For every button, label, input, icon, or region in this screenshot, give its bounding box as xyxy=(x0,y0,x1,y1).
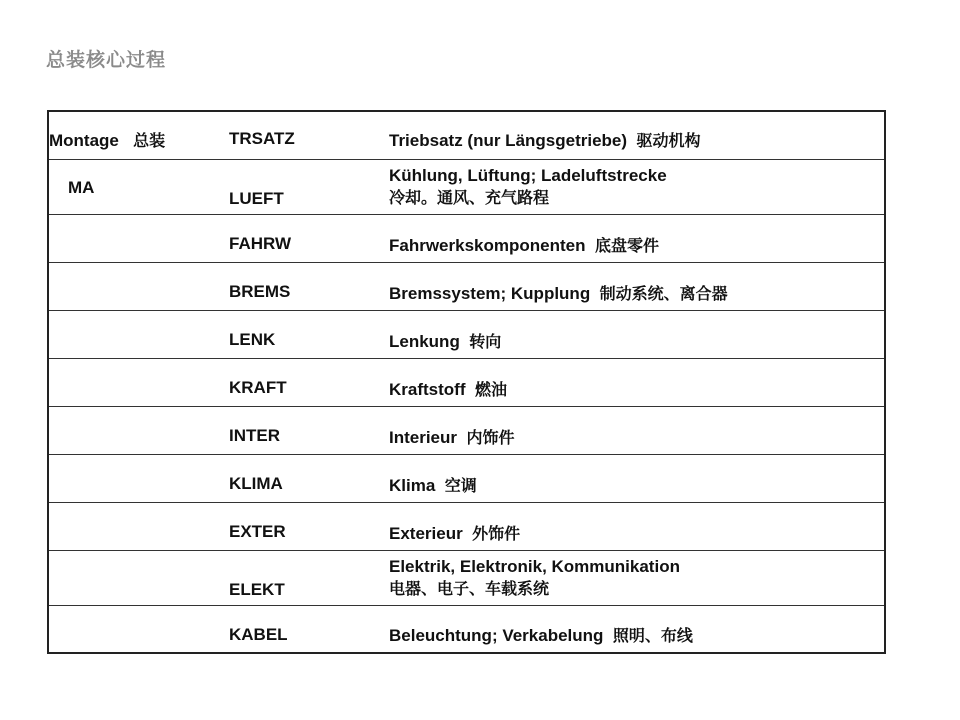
description-cn: 驱动机构 xyxy=(636,130,701,150)
description-de: Kraftstoff xyxy=(389,379,466,399)
table-row xyxy=(48,159,885,214)
table-row xyxy=(48,406,885,454)
description-de: Fahrwerkskomponenten xyxy=(389,235,586,255)
description-cell xyxy=(389,358,885,406)
category-cell xyxy=(48,406,229,454)
description-cell xyxy=(389,214,885,262)
table-row xyxy=(48,111,885,159)
table-row xyxy=(48,262,885,310)
description-cn: 空调 xyxy=(444,475,477,495)
code-cell: LUEFT xyxy=(229,159,389,214)
description-cell xyxy=(389,159,885,214)
description-cell xyxy=(389,454,885,502)
description-de: Lenkung xyxy=(389,331,460,351)
category-cell xyxy=(48,550,229,605)
description-de: Triebsatz (nur Längsgetriebe) xyxy=(389,130,628,150)
description-de: Klima xyxy=(389,475,436,495)
category-cell xyxy=(48,358,229,406)
description-cn: 电器、电子、车载系统 xyxy=(389,578,550,598)
category-label-cn: 总装 xyxy=(133,130,166,150)
category-cell xyxy=(48,111,229,159)
description-de: Elektrik, Elektronik, Kommunikation xyxy=(389,556,680,576)
description-cn: 转向 xyxy=(469,331,502,351)
description-cn: 底盘零件 xyxy=(594,235,659,255)
category-cell xyxy=(48,214,229,262)
description-cell xyxy=(389,262,885,310)
category-cell xyxy=(48,310,229,358)
category-cell xyxy=(48,454,229,502)
category-cell xyxy=(48,159,229,214)
category-label: MA xyxy=(68,177,95,197)
code-cell: LENK xyxy=(229,310,389,358)
code-cell: FAHRW xyxy=(229,214,389,262)
table-row xyxy=(48,310,885,358)
description-cn: 冷却。通风、充气路程 xyxy=(389,187,550,207)
code-cell: KABEL xyxy=(229,605,389,653)
category-cell xyxy=(48,605,229,653)
table-row xyxy=(48,502,885,550)
description-cn: 内饰件 xyxy=(466,427,515,447)
process-table xyxy=(47,110,886,654)
code-cell: KLIMA xyxy=(229,454,389,502)
category-cell xyxy=(48,262,229,310)
description-cell xyxy=(389,111,885,159)
description-cell xyxy=(389,550,885,605)
code-cell: TRSATZ xyxy=(229,111,389,159)
table-row xyxy=(48,358,885,406)
table-row xyxy=(48,454,885,502)
description-de: Exterieur xyxy=(389,523,463,543)
description-de: Beleuchtung; Verkabelung xyxy=(389,626,604,646)
description-cell xyxy=(389,406,885,454)
table-row xyxy=(48,214,885,262)
slide-title: 总装核心过程 xyxy=(46,49,167,71)
code-cell: KRAFT xyxy=(229,358,389,406)
category-cell xyxy=(48,502,229,550)
table-row xyxy=(48,605,885,653)
code-cell: ELEKT xyxy=(229,550,389,605)
description-cn: 燃油 xyxy=(474,379,507,399)
description-de: Bremssystem; Kupplung xyxy=(389,283,591,303)
description-cn: 照明、布线 xyxy=(612,626,693,646)
description-de: Interieur xyxy=(389,427,458,447)
description-cell xyxy=(389,310,885,358)
description-cell xyxy=(389,605,885,653)
description-de: Kühlung, Lüftung; Ladeluftstrecke xyxy=(389,165,667,185)
category-label: Montage xyxy=(49,130,119,150)
code-cell: BREMS xyxy=(229,262,389,310)
description-cn: 制动系统、离合器 xyxy=(599,283,728,303)
table-row xyxy=(48,550,885,605)
description-cn: 外饰件 xyxy=(472,523,521,543)
code-cell: INTER xyxy=(229,406,389,454)
code-cell: EXTER xyxy=(229,502,389,550)
description-cell xyxy=(389,502,885,550)
